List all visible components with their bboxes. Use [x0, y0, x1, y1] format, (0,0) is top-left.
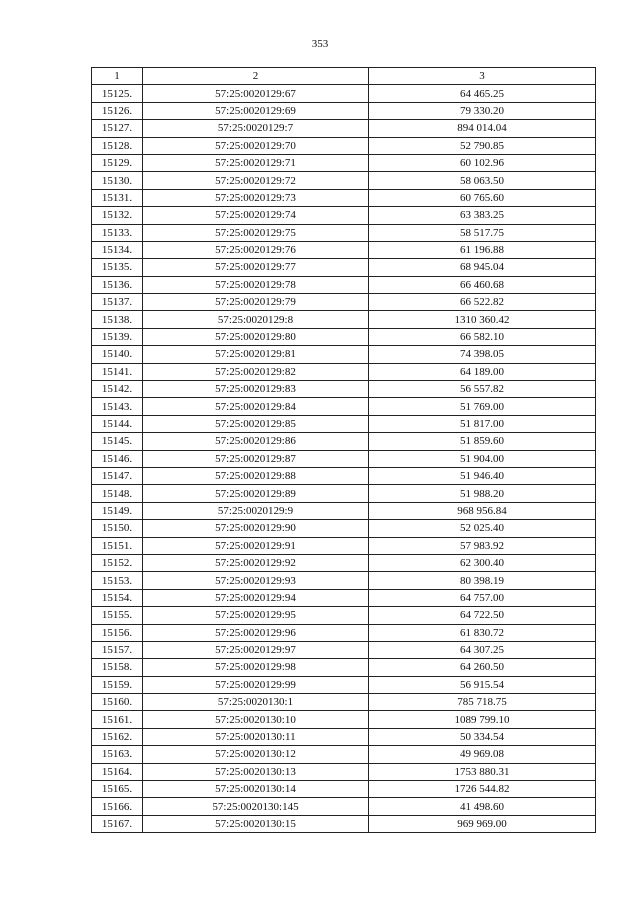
table-row: [92, 537, 596, 554]
page-number: 353: [311, 38, 329, 50]
table-row: [92, 694, 596, 711]
value-cell: 66 522.82: [369, 294, 596, 311]
cadastral-number-cell: 57:25:0020129:93: [143, 572, 369, 589]
row-number-cell: 15163.: [92, 746, 143, 763]
table-row: [92, 398, 596, 415]
value-cell: 64 722.50: [369, 607, 596, 624]
cadastral-number-cell: 57:25:0020129:75: [143, 224, 369, 241]
row-number-cell: 15141.: [92, 363, 143, 380]
table-row: [92, 120, 596, 137]
cadastral-number-cell: 57:25:0020129:91: [143, 537, 369, 554]
cadastral-number-cell: 57:25:0020129:77: [143, 259, 369, 276]
table-row: [92, 728, 596, 745]
table-row: [92, 502, 596, 519]
value-cell: 58 517.75: [369, 224, 596, 241]
cadastral-number-cell: 57:25:0020129:86: [143, 433, 369, 450]
row-number-cell: 15157.: [92, 641, 143, 658]
cadastral-number-cell: 57:25:0020129:72: [143, 172, 369, 189]
table-row: [92, 450, 596, 467]
row-number-cell: 15133.: [92, 224, 143, 241]
cadastral-number-cell: 57:25:0020130:14: [143, 781, 369, 798]
cadastral-number-cell: 57:25:0020129:73: [143, 189, 369, 206]
row-number-cell: 15164.: [92, 763, 143, 780]
row-number-cell: 15125.: [92, 85, 143, 102]
value-cell: 51 904.00: [369, 450, 596, 467]
row-number-cell: 15145.: [92, 433, 143, 450]
table-row: [92, 589, 596, 606]
row-number-cell: 15149.: [92, 502, 143, 519]
table-row: [92, 520, 596, 537]
row-number-cell: 15131.: [92, 189, 143, 206]
cadastral-number-cell: 57:25:0020129:78: [143, 276, 369, 293]
table-row: [92, 781, 596, 798]
value-cell: 1726 544.82: [369, 781, 596, 798]
cadastral-number-cell: 57:25:0020130:145: [143, 798, 369, 815]
row-number-cell: 15143.: [92, 398, 143, 415]
table-row: [92, 763, 596, 780]
row-number-cell: 15162.: [92, 728, 143, 745]
cadastral-number-cell: 57:25:0020129:98: [143, 659, 369, 676]
table-row: [92, 207, 596, 224]
value-cell: 60 102.96: [369, 154, 596, 171]
cadastral-number-cell: 57:25:0020129:81: [143, 346, 369, 363]
cadastral-number-cell: 57:25:0020129:80: [143, 328, 369, 345]
table-row: [92, 172, 596, 189]
cadastral-number-cell: 57:25:0020129:92: [143, 554, 369, 571]
table-row: [92, 381, 596, 398]
cadastral-number-cell: 57:25:0020129:99: [143, 676, 369, 693]
table-body: [92, 85, 596, 833]
row-number-cell: 15136.: [92, 276, 143, 293]
value-cell: 52 025.40: [369, 520, 596, 537]
table-row: [92, 711, 596, 728]
table-row: [92, 363, 596, 380]
value-cell: 41 498.60: [369, 798, 596, 815]
row-number-cell: 15151.: [92, 537, 143, 554]
value-cell: 969 969.00: [369, 815, 596, 832]
row-number-cell: 15126.: [92, 102, 143, 119]
row-number-cell: 15167.: [92, 815, 143, 832]
value-cell: 1089 799.10: [369, 711, 596, 728]
cadastral-number-cell: 57:25:0020129:74: [143, 207, 369, 224]
row-number-cell: 15152.: [92, 554, 143, 571]
cadastral-number-cell: 57:25:0020130:10: [143, 711, 369, 728]
cadastral-number-cell: 57:25:0020129:82: [143, 363, 369, 380]
cadastral-number-cell: 57:25:0020130:15: [143, 815, 369, 832]
cadastral-number-cell: 57:25:0020129:9: [143, 502, 369, 519]
table-row: [92, 311, 596, 328]
value-cell: 51 988.20: [369, 485, 596, 502]
table-row: [92, 554, 596, 571]
value-cell: 52 790.85: [369, 137, 596, 154]
table-row: [92, 467, 596, 484]
value-cell: 61 196.88: [369, 241, 596, 258]
table-row: [92, 415, 596, 432]
value-cell: 51 859.60: [369, 433, 596, 450]
value-cell: 64 189.00: [369, 363, 596, 380]
cadastral-number-cell: 57:25:0020129:7: [143, 120, 369, 137]
cadastral-number-cell: 57:25:0020130:11: [143, 728, 369, 745]
table-row: [92, 102, 596, 119]
cadastral-number-cell: 57:25:0020129:89: [143, 485, 369, 502]
cadastral-number-cell: 57:25:0020129:94: [143, 589, 369, 606]
cadastral-number-cell: 57:25:0020129:76: [143, 241, 369, 258]
row-number-cell: 15128.: [92, 137, 143, 154]
cadastral-number-cell: 57:25:0020129:70: [143, 137, 369, 154]
data-table: [91, 67, 596, 833]
cadastral-number-cell: 57:25:0020129:90: [143, 520, 369, 537]
value-cell: 60 765.60: [369, 189, 596, 206]
row-number-cell: 15150.: [92, 520, 143, 537]
table-row: [92, 294, 596, 311]
table-row: [92, 433, 596, 450]
cadastral-number-cell: 57:25:0020129:84: [143, 398, 369, 415]
row-number-cell: 15154.: [92, 589, 143, 606]
value-cell: 74 398.05: [369, 346, 596, 363]
row-number-cell: 15144.: [92, 415, 143, 432]
value-cell: 66 582.10: [369, 328, 596, 345]
cadastral-number-cell: 57:25:0020129:83: [143, 381, 369, 398]
table-row: [92, 641, 596, 658]
row-number-cell: 15134.: [92, 241, 143, 258]
value-cell: 50 334.54: [369, 728, 596, 745]
table-row: [92, 624, 596, 641]
value-cell: 64 757.00: [369, 589, 596, 606]
row-number-cell: 15130.: [92, 172, 143, 189]
table-row: [92, 815, 596, 832]
table-row: [92, 85, 596, 102]
value-cell: 51 769.00: [369, 398, 596, 415]
table-row: [92, 154, 596, 171]
cadastral-number-cell: 57:25:0020129:95: [143, 607, 369, 624]
value-cell: 1310 360.42: [369, 311, 596, 328]
value-cell: 64 465.25: [369, 85, 596, 102]
row-number-cell: 15159.: [92, 676, 143, 693]
value-cell: 58 063.50: [369, 172, 596, 189]
row-number-cell: 15142.: [92, 381, 143, 398]
value-cell: 56 557.82: [369, 381, 596, 398]
table-row: [92, 485, 596, 502]
row-number-cell: 15139.: [92, 328, 143, 345]
cadastral-number-cell: 57:25:0020129:79: [143, 294, 369, 311]
cadastral-number-cell: 57:25:0020129:85: [143, 415, 369, 432]
column-header: 1: [92, 68, 143, 85]
table-row: [92, 746, 596, 763]
value-cell: 62 300.40: [369, 554, 596, 571]
row-number-cell: 15147.: [92, 467, 143, 484]
value-cell: 80 398.19: [369, 572, 596, 589]
value-cell: 61 830.72: [369, 624, 596, 641]
table-row: [92, 259, 596, 276]
cadastral-number-cell: 57:25:0020130:13: [143, 763, 369, 780]
table-row: [92, 572, 596, 589]
row-number-cell: 15155.: [92, 607, 143, 624]
row-number-cell: 15148.: [92, 485, 143, 502]
row-number-cell: 15156.: [92, 624, 143, 641]
table-row: [92, 346, 596, 363]
value-cell: 968 956.84: [369, 502, 596, 519]
cadastral-number-cell: 57:25:0020129:97: [143, 641, 369, 658]
value-cell: 49 969.08: [369, 746, 596, 763]
row-number-cell: 15129.: [92, 154, 143, 171]
row-number-cell: 15166.: [92, 798, 143, 815]
row-number-cell: 15153.: [92, 572, 143, 589]
cadastral-number-cell: 57:25:0020129:71: [143, 154, 369, 171]
value-cell: 1753 880.31: [369, 763, 596, 780]
value-cell: 68 945.04: [369, 259, 596, 276]
table-row: [92, 328, 596, 345]
table-row: [92, 276, 596, 293]
cadastral-number-cell: 57:25:0020129:87: [143, 450, 369, 467]
cadastral-number-cell: 57:25:0020130:1: [143, 694, 369, 711]
row-number-cell: 15146.: [92, 450, 143, 467]
value-cell: 64 307.25: [369, 641, 596, 658]
row-number-cell: 15132.: [92, 207, 143, 224]
row-number-cell: 15158.: [92, 659, 143, 676]
value-cell: 79 330.20: [369, 102, 596, 119]
column-header: 3: [369, 68, 596, 85]
value-cell: 51 817.00: [369, 415, 596, 432]
column-header: 2: [143, 68, 369, 85]
value-cell: 63 383.25: [369, 207, 596, 224]
row-number-cell: 15127.: [92, 120, 143, 137]
value-cell: 57 983.92: [369, 537, 596, 554]
table-row: [92, 137, 596, 154]
row-number-cell: 15140.: [92, 346, 143, 363]
value-cell: 56 915.54: [369, 676, 596, 693]
cadastral-number-cell: 57:25:0020129:88: [143, 467, 369, 484]
table-row: [92, 189, 596, 206]
table-row: [92, 607, 596, 624]
row-number-cell: 15160.: [92, 694, 143, 711]
value-cell: 66 460.68: [369, 276, 596, 293]
cadastral-number-cell: 57:25:0020130:12: [143, 746, 369, 763]
table-row: [92, 241, 596, 258]
row-number-cell: 15161.: [92, 711, 143, 728]
table-header-row: [92, 68, 596, 85]
row-number-cell: 15138.: [92, 311, 143, 328]
row-number-cell: 15165.: [92, 781, 143, 798]
table-row: [92, 224, 596, 241]
table-row: [92, 676, 596, 693]
value-cell: 64 260.50: [369, 659, 596, 676]
value-cell: 51 946.40: [369, 467, 596, 484]
cadastral-number-cell: 57:25:0020129:67: [143, 85, 369, 102]
cadastral-number-cell: 57:25:0020129:69: [143, 102, 369, 119]
table-row: [92, 659, 596, 676]
row-number-cell: 15135.: [92, 259, 143, 276]
value-cell: 785 718.75: [369, 694, 596, 711]
cadastral-number-cell: 57:25:0020129:8: [143, 311, 369, 328]
table-row: [92, 798, 596, 815]
row-number-cell: 15137.: [92, 294, 143, 311]
value-cell: 894 014.04: [369, 120, 596, 137]
cadastral-number-cell: 57:25:0020129:96: [143, 624, 369, 641]
